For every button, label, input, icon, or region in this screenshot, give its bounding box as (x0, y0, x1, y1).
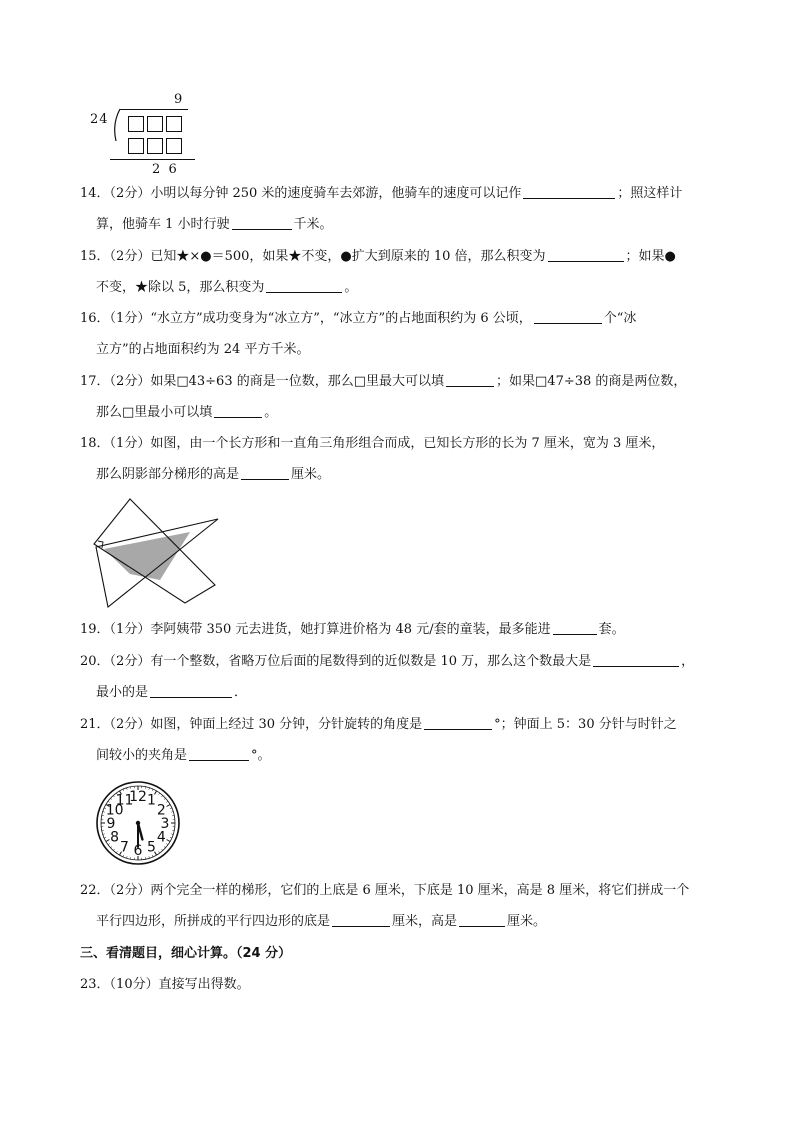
q-text: 间较小的夹角是 (96, 748, 188, 763)
clock-center-pin (136, 821, 140, 825)
q-text: “水立方”成功变身为“冰立方”，“冰立方”的占地面积约为 6 公顷， (150, 311, 532, 326)
q-text: 。 (344, 280, 358, 295)
q-text: 那么□里最小可以填 (96, 405, 213, 420)
q-text: 厘米，高是 (392, 914, 458, 929)
clock-number: 1 (147, 792, 156, 809)
q-points: （2分） (109, 374, 151, 389)
clock-number: 8 (110, 829, 120, 846)
answer-blank[interactable] (232, 215, 292, 230)
q-number: 14． (80, 186, 110, 201)
q-number: 15． (80, 249, 110, 264)
q-text: ． (234, 685, 248, 700)
q-number: 20． (80, 654, 110, 669)
q-points: （2分） (109, 883, 151, 898)
q-text: ；照这样计 (617, 186, 683, 201)
q-number: 16． (80, 311, 110, 326)
clock-number: 9 (106, 816, 116, 832)
answer-blank[interactable] (548, 247, 624, 262)
q-number: 23． (80, 977, 110, 992)
q-points: （2分） (109, 186, 151, 201)
q-text: 如图，钟面上经过 30 分钟，分针旋转的角度是 (150, 717, 423, 732)
q-text: 立方”的占地面积约为 24 平方千米。 (96, 342, 310, 357)
q-number: 18． (80, 436, 110, 451)
q-text: 如图，由一个长方形和一直角三角形组合而成，已知长方形的长为 7 厘米，宽为 3 厘米， (150, 436, 665, 451)
digit-box[interactable] (147, 116, 163, 132)
answer-blank[interactable] (424, 715, 492, 730)
question-14 (80, 178, 720, 240)
long-division (88, 92, 203, 177)
q-text: 个“冰 (603, 311, 637, 326)
answer-blank[interactable] (150, 683, 232, 698)
q-text: °；钟面上 5：30 分针与时针之 (494, 717, 677, 732)
answer-blank[interactable] (241, 465, 289, 480)
q-points: （1分） (109, 311, 151, 326)
remainder: 2 6 (152, 162, 177, 177)
q-text: 最小的是 (96, 685, 149, 700)
answer-blank[interactable] (459, 912, 505, 927)
q-text: 李阿姨带 350 元去进货，她打算进价格为 48 元/套的童装，最多能进 (150, 622, 551, 637)
question-20 (80, 646, 720, 708)
clock-number: 2 (156, 802, 166, 819)
clock-number: 10 (105, 802, 124, 819)
q-text: 那么阴影部分梯形的高是 (96, 467, 240, 482)
q-number: 22． (80, 883, 110, 898)
question-16 (80, 303, 720, 365)
clock-number: 11 (115, 792, 134, 809)
q-text: 小明以每分钟 250 米的速度骑车去郊游，他骑车的速度可以记作 (150, 186, 522, 201)
q-points: （10分） (109, 977, 159, 992)
q-text: 。 (264, 405, 278, 420)
q-text: ；如果□47÷38 的商是两位数， (496, 374, 687, 389)
q-text: 直接写出得数。 (158, 977, 250, 992)
answer-blank[interactable] (593, 652, 679, 667)
q-points: （2分） (109, 654, 151, 669)
shaded-trapezoid (104, 532, 190, 580)
question-22 (80, 875, 720, 937)
q-text: 已知★×●＝500，如果★不变，●扩大到原来的 10 倍，那么积变为 (150, 249, 546, 264)
q-number: 21． (80, 717, 110, 732)
clock-face (95, 780, 181, 866)
q-text: 平行四边形，所拼成的平行四边形的底是 (96, 914, 331, 929)
clock-number: 4 (156, 829, 166, 846)
q-text: ；如果● (625, 249, 676, 264)
q-text: 厘米。 (507, 914, 547, 929)
divisor: 24 (90, 112, 109, 127)
question-19 (80, 614, 720, 645)
q-text: 有一个整数，省略万位后面的尾数得到的近似数是 10 万，那么这个数最大是 (150, 654, 592, 669)
q-text: 如果□43÷63 的商是一位数，那么□里最大可以填 (150, 374, 445, 389)
question-17 (80, 366, 720, 428)
q-text: 千米。 (293, 217, 333, 232)
q-text: 两个完全一样的梯形，它们的上底是 6 厘米，下底是 10 厘米，高是 8 厘米，将它们拼成一个 (150, 883, 690, 898)
clock-number: 6 (133, 843, 143, 859)
clock-number: 5 (147, 839, 156, 856)
division-bracket (110, 108, 124, 142)
q-text: ， (681, 654, 695, 669)
clock-number: 12 (129, 789, 147, 805)
answer-blank[interactable] (534, 309, 602, 324)
answer-blank[interactable] (523, 184, 615, 199)
q-number: 19． (80, 622, 110, 637)
answer-blank[interactable] (189, 746, 249, 761)
q-text: 套。 (598, 622, 625, 637)
answer-blank[interactable] (332, 912, 390, 927)
q-points: （1分） (109, 436, 151, 451)
question-15 (80, 241, 720, 303)
section-heading: 三、看清题目，细心计算。（24 分） (80, 946, 292, 961)
question-21 (80, 709, 720, 771)
digit-box[interactable] (128, 116, 144, 132)
q-points: （2分） (109, 717, 151, 732)
answer-blank[interactable] (266, 278, 342, 293)
clock-number: 7 (120, 839, 129, 856)
answer-blank[interactable] (214, 403, 262, 418)
clock-number: 3 (160, 816, 170, 832)
digit-box[interactable] (166, 138, 182, 154)
q-text: 不变，★除以 5，那么积变为 (96, 280, 265, 295)
q-points: （2分） (109, 249, 151, 264)
q-text: 厘米。 (291, 467, 331, 482)
division-bar (120, 109, 188, 110)
answer-blank[interactable] (446, 372, 494, 387)
question-23 (80, 969, 720, 1000)
q-text: 算，他骑车 1 小时行驶 (96, 217, 230, 232)
digit-box[interactable] (147, 138, 163, 154)
subtraction-line (110, 159, 195, 160)
q-text: °。 (251, 748, 271, 763)
question-18 (80, 428, 720, 490)
answer-blank[interactable] (553, 620, 597, 635)
q-points: （1分） (109, 622, 151, 637)
quotient-digit: 9 (174, 92, 183, 107)
q-number: 17． (80, 374, 110, 389)
digit-box[interactable] (166, 116, 182, 132)
figure-rectangle-triangle (90, 495, 225, 610)
digit-box[interactable] (128, 138, 144, 154)
